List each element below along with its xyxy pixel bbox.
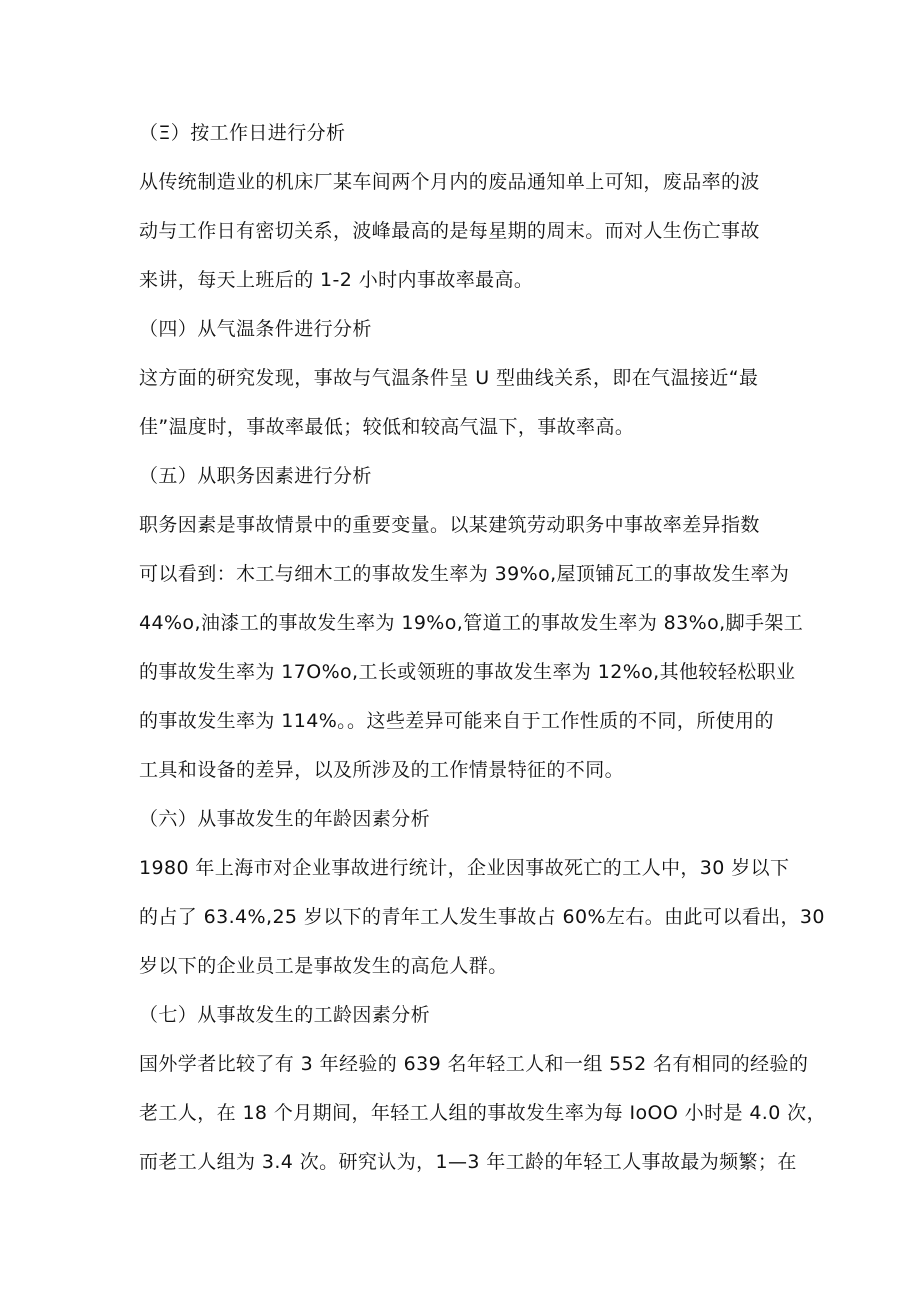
paragraph-line: 国外学者比较了有 3 年经验的 639 名年轻工人和一组 552 名有相同的经验的 — [139, 1053, 809, 1075]
paragraph-line: 从传统制造业的机床厂某车间两个月内的废品通知单上可知，废品率的波 — [139, 171, 760, 193]
section-heading: （五）从职务因素进行分析 — [139, 465, 372, 487]
paragraph-line: 老工人，在 18 个月期间，年轻工人组的事故发生率为每 IoOO 小时是 4.0 次， — [139, 1102, 826, 1124]
section-heading: （六）从事故发生的年龄因素分析 — [139, 808, 431, 830]
paragraph-line: 职务因素是事故情景中的重要变量。以某建筑劳动职务中事故率差异指数 — [139, 514, 760, 536]
paragraph-line: 的事故发生率为 17O%o,工长或领班的事故发生率为 12%o,其他较轻松职业 — [139, 661, 796, 683]
paragraph-line: 的占了 63.4%,25 岁以下的青年工人发生事故占 60%左右。由此可以看出，30 — [139, 906, 825, 928]
paragraph-line: 这方面的研究发现，事故与气温条件呈 U 型曲线关系，即在气温接近“最 — [139, 367, 759, 389]
paragraph-line: 而老工人组为 3.4 次。研究认为，1—3 年工龄的年轻工人事故最为频繁；在 — [139, 1151, 797, 1173]
section-heading: （Ξ）按工作日进行分析 — [139, 122, 346, 144]
paragraph-line: 工具和设备的差异，以及所涉及的工作情景特征的不同。 — [139, 759, 625, 781]
section-heading: （四）从气温条件进行分析 — [139, 318, 372, 340]
section-heading: （七）从事故发生的工龄因素分析 — [139, 1004, 431, 1026]
paragraph-line: 的事故发生率为 114%。。这些差异可能来自于工作性质的不同，所使用的 — [139, 710, 774, 732]
paragraph-line: 44%o,油漆工的事故发生率为 19%o,管道工的事故发生率为 83%o,脚手架工 — [139, 612, 804, 634]
paragraph-line: 动与工作日有密切关系，波峰最高的是每星期的周末。而对人生伤亡事故 — [139, 220, 760, 242]
paragraph-line: 佳”温度时，事故率最低；较低和较高气温下，事故率高。 — [139, 416, 635, 438]
paragraph-line: 1980 年上海市对企业事故进行统计，企业因事故死亡的工人中，30 岁以下 — [139, 857, 790, 879]
paragraph-line: 来讲，每天上班后的 1-2 小时内事故率最高。 — [139, 269, 534, 291]
paragraph-line: 岁以下的企业员工是事故发生的高危人群。 — [139, 955, 508, 977]
paragraph-line: 可以看到：木工与细木工的事故发生率为 39%o,屋顶铺瓦工的事故发生率为 — [139, 563, 790, 585]
